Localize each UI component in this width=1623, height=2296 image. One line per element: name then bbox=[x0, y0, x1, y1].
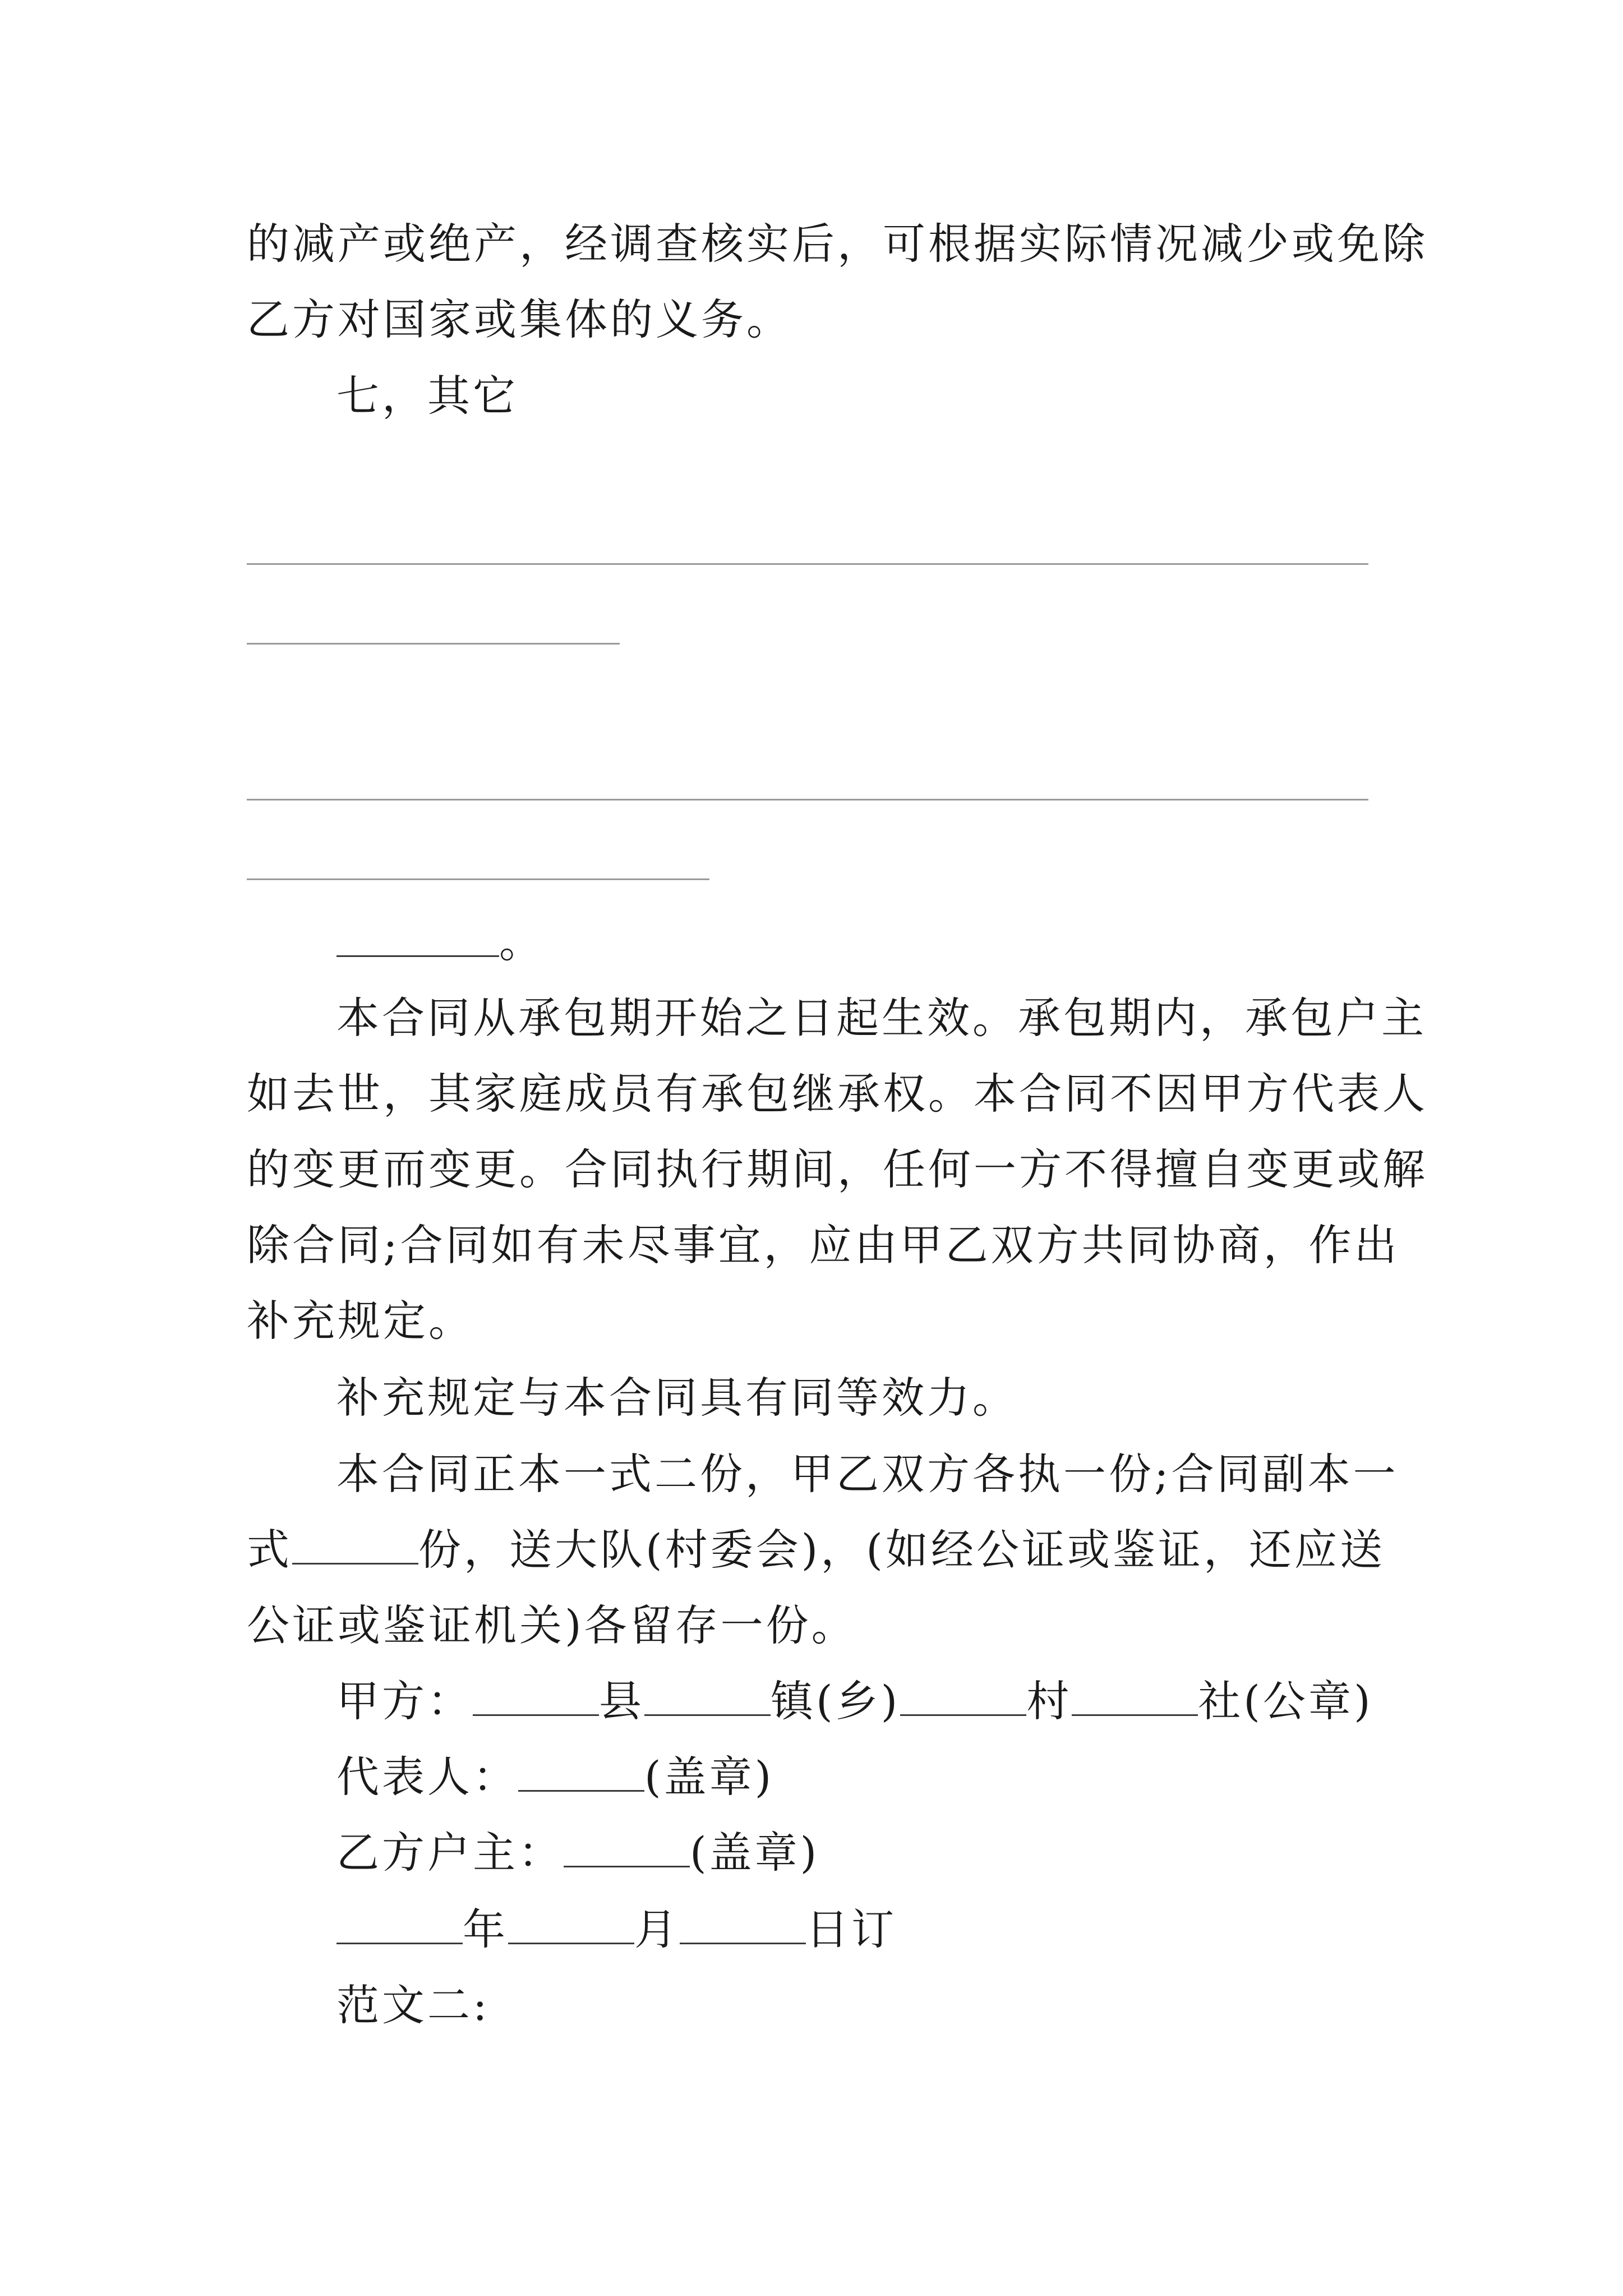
date-line bbox=[336, 1902, 897, 1958]
blank-field bbox=[473, 1677, 599, 1716]
blank-field bbox=[336, 918, 499, 957]
blank-field bbox=[508, 1906, 634, 1944]
paragraph-line: 公证或鉴证机关)各留存一份。 bbox=[247, 1600, 857, 1650]
fill-in-rule bbox=[247, 799, 1368, 800]
fill-in-rule bbox=[247, 643, 620, 645]
county-label: 县 bbox=[599, 1676, 644, 1726]
party-a-line bbox=[336, 1673, 1373, 1729]
year-label: 年 bbox=[463, 1904, 508, 1954]
day-signed-label: 日订 bbox=[806, 1904, 897, 1954]
month-label: 月 bbox=[634, 1904, 680, 1954]
seal-label: (盖章) bbox=[690, 1828, 820, 1878]
paragraph-line: 的减产或绝产，经调查核实后，可根据实际情况减少或免除 bbox=[247, 219, 1428, 269]
paragraph-line: 补充规定。 bbox=[247, 1296, 474, 1346]
text-segment: 份，送大队(村委会)，(如经公证或鉴证，还应送 bbox=[418, 1525, 1385, 1575]
blank-field bbox=[644, 1677, 771, 1716]
representative-label: 代表人： bbox=[336, 1752, 518, 1802]
society-seal-label: 社(公章) bbox=[1198, 1676, 1373, 1726]
blank-field bbox=[518, 1753, 644, 1792]
blank-field bbox=[900, 1677, 1026, 1716]
paragraph-line: 除合同;合同如有未尽事宜，应由甲乙双方共同协商，作出 bbox=[247, 1220, 1400, 1270]
blank-line bbox=[336, 914, 545, 970]
section-heading: 七，其它 bbox=[336, 371, 518, 421]
party-b-line bbox=[336, 1825, 819, 1881]
blank-field bbox=[564, 1829, 690, 1867]
fill-in-rule bbox=[247, 563, 1368, 565]
paragraph-line bbox=[247, 1522, 1385, 1578]
paragraph-line: 补充规定与本合同具有同等效力。 bbox=[336, 1373, 1018, 1423]
blank-field bbox=[292, 1526, 418, 1565]
paragraph-line: 本合同正本一式二份，甲乙双方各执一份;合同副本一 bbox=[336, 1449, 1399, 1499]
paragraph-line: 本合同从承包期开始之日起生效。承包期内，承包户主 bbox=[336, 993, 1427, 1043]
town-label: 镇(乡) bbox=[771, 1676, 901, 1726]
period: 。 bbox=[499, 917, 545, 967]
paragraph-line: 的变更而变更。合同执行期间，任何一方不得擅自变更或解 bbox=[247, 1144, 1428, 1194]
party-b-label: 乙方户主： bbox=[336, 1828, 564, 1878]
paragraph-line: 乙方对国家或集体的义务。 bbox=[247, 295, 792, 344]
text-segment: 式 bbox=[247, 1525, 292, 1575]
representative-line bbox=[336, 1749, 774, 1805]
blank-field bbox=[336, 1906, 463, 1944]
seal-label: (盖章) bbox=[644, 1752, 774, 1802]
fill-in-rule bbox=[247, 878, 709, 880]
section-heading: 范文二: bbox=[336, 1980, 490, 2030]
paragraph-line: 如去世，其家庭成员有承包继承权。本合同不因甲方代表人 bbox=[247, 1069, 1428, 1119]
party-a-label: 甲方： bbox=[336, 1676, 473, 1726]
blank-field bbox=[680, 1906, 806, 1944]
village-label: 村 bbox=[1026, 1676, 1072, 1726]
blank-field bbox=[1072, 1677, 1198, 1716]
